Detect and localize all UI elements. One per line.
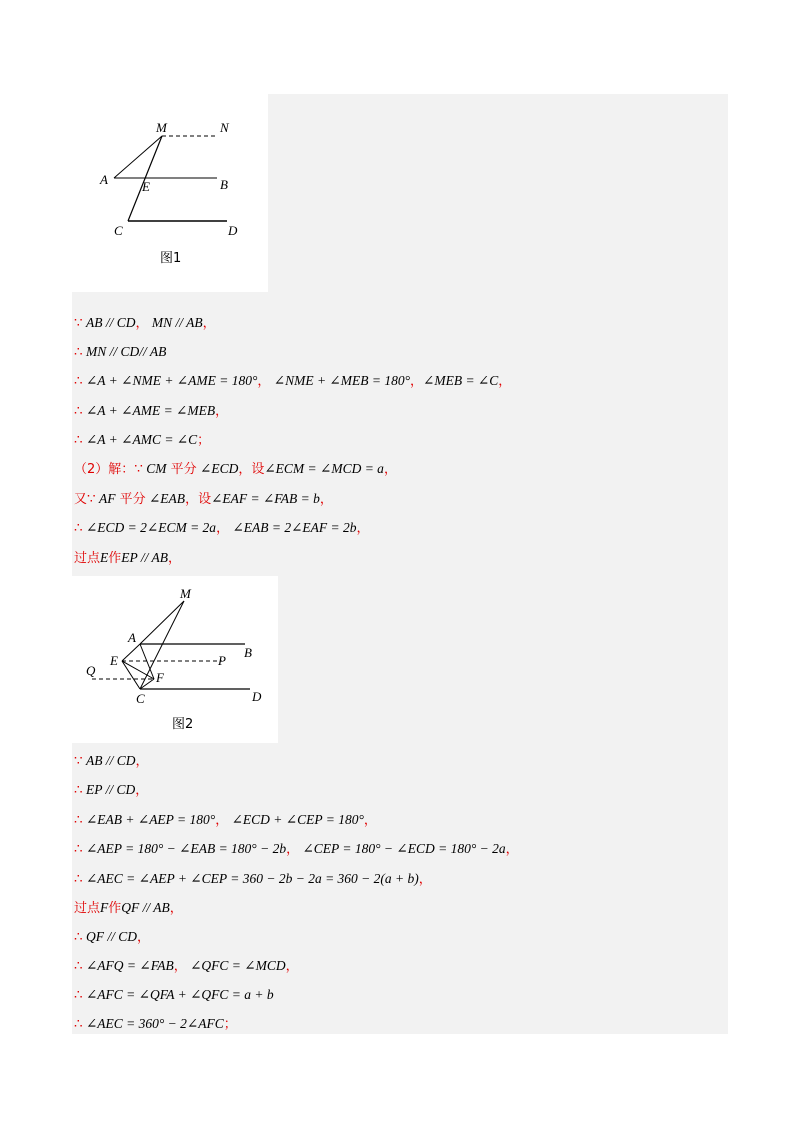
label-q: Q [86, 663, 96, 678]
figure-2-caption: 图2 [172, 717, 194, 732]
label-c: C [136, 691, 145, 706]
proof-line: ∴ ∠AEC = 360° − 2∠AFC； [74, 1016, 237, 1032]
label-m: M [180, 586, 191, 601]
proof-line: ∴ ∠AEP = 180° − ∠EAB = 180° − 2b， ∠CEP = 180° − ∠ECD = 180° − 2a， [74, 841, 519, 857]
proof-line: 过点F作QF // AB， [74, 900, 183, 916]
proof-line: ∵ AB // CD， MN // AB， [74, 315, 216, 331]
line-ec [122, 661, 140, 689]
label-p: P [218, 653, 226, 668]
figure-2-diagram [72, 576, 278, 743]
label-b: B [244, 645, 252, 660]
proof-line: 过点E作EP // AB， [74, 550, 182, 566]
label-d: D [252, 689, 262, 704]
line-ma [114, 136, 162, 178]
proof-line: ∴ ∠EAB + ∠AEP = 180°， ∠ECD + ∠CEP = 180°， [74, 812, 377, 828]
proof-line: ∴ ∠AEC = ∠AEP + ∠CEP = 360 − 2b − 2a = 360 − 2(a + b)， [74, 871, 432, 887]
label-e: E [110, 653, 118, 668]
label-c: C [114, 223, 123, 238]
label-m: M [156, 120, 167, 135]
proof-line: （2）解：∵ CM 平分 ∠ECD，设∠ECM = ∠MCD = a， [74, 461, 397, 477]
proof-line: ∴ ∠ECD = 2∠ECM = 2a， ∠EAB = 2∠EAF = 2b， [74, 520, 370, 536]
line-ae [122, 644, 140, 661]
proof-line: ∴ MN // CD// AB [74, 344, 167, 359]
proof-line: ∴ QF // CD， [74, 929, 150, 945]
proof-line: ∴ ∠AFQ = ∠FAB， ∠QFC = ∠MCD， [74, 958, 299, 974]
figure-1 [72, 94, 268, 292]
label-d: D [228, 223, 238, 238]
label-n: N [220, 120, 229, 135]
proof-line: ∴ ∠A + ∠AMC = ∠C； [74, 432, 211, 448]
proof-line: ∴ ∠AFC = ∠QFA + ∠QFC = a + b [74, 987, 274, 1002]
figure-1-diagram [72, 94, 268, 292]
label-a: A [100, 172, 108, 187]
label-b: B [220, 177, 228, 192]
figure-1-caption: 图1 [160, 251, 182, 266]
proof-line: ∴ ∠A + ∠NME + ∠AME = 180°， ∠NME + ∠MEB = 180°，∠MEB = ∠C， [74, 373, 512, 389]
line-am [140, 601, 184, 644]
proof-line: ∵ AB // CD， [74, 753, 149, 769]
label-f: F [156, 670, 164, 685]
figure-2 [72, 576, 278, 743]
proof-line: ∴ ∠A + ∠AME = ∠MEB， [74, 403, 229, 419]
label-a: A [128, 630, 136, 645]
label-e: E [142, 179, 150, 194]
proof-line: 又∵ AF 平分 ∠EAB，设∠EAF = ∠FAB = b， [74, 491, 333, 507]
proof-line: ∴ EP // CD， [74, 782, 149, 798]
